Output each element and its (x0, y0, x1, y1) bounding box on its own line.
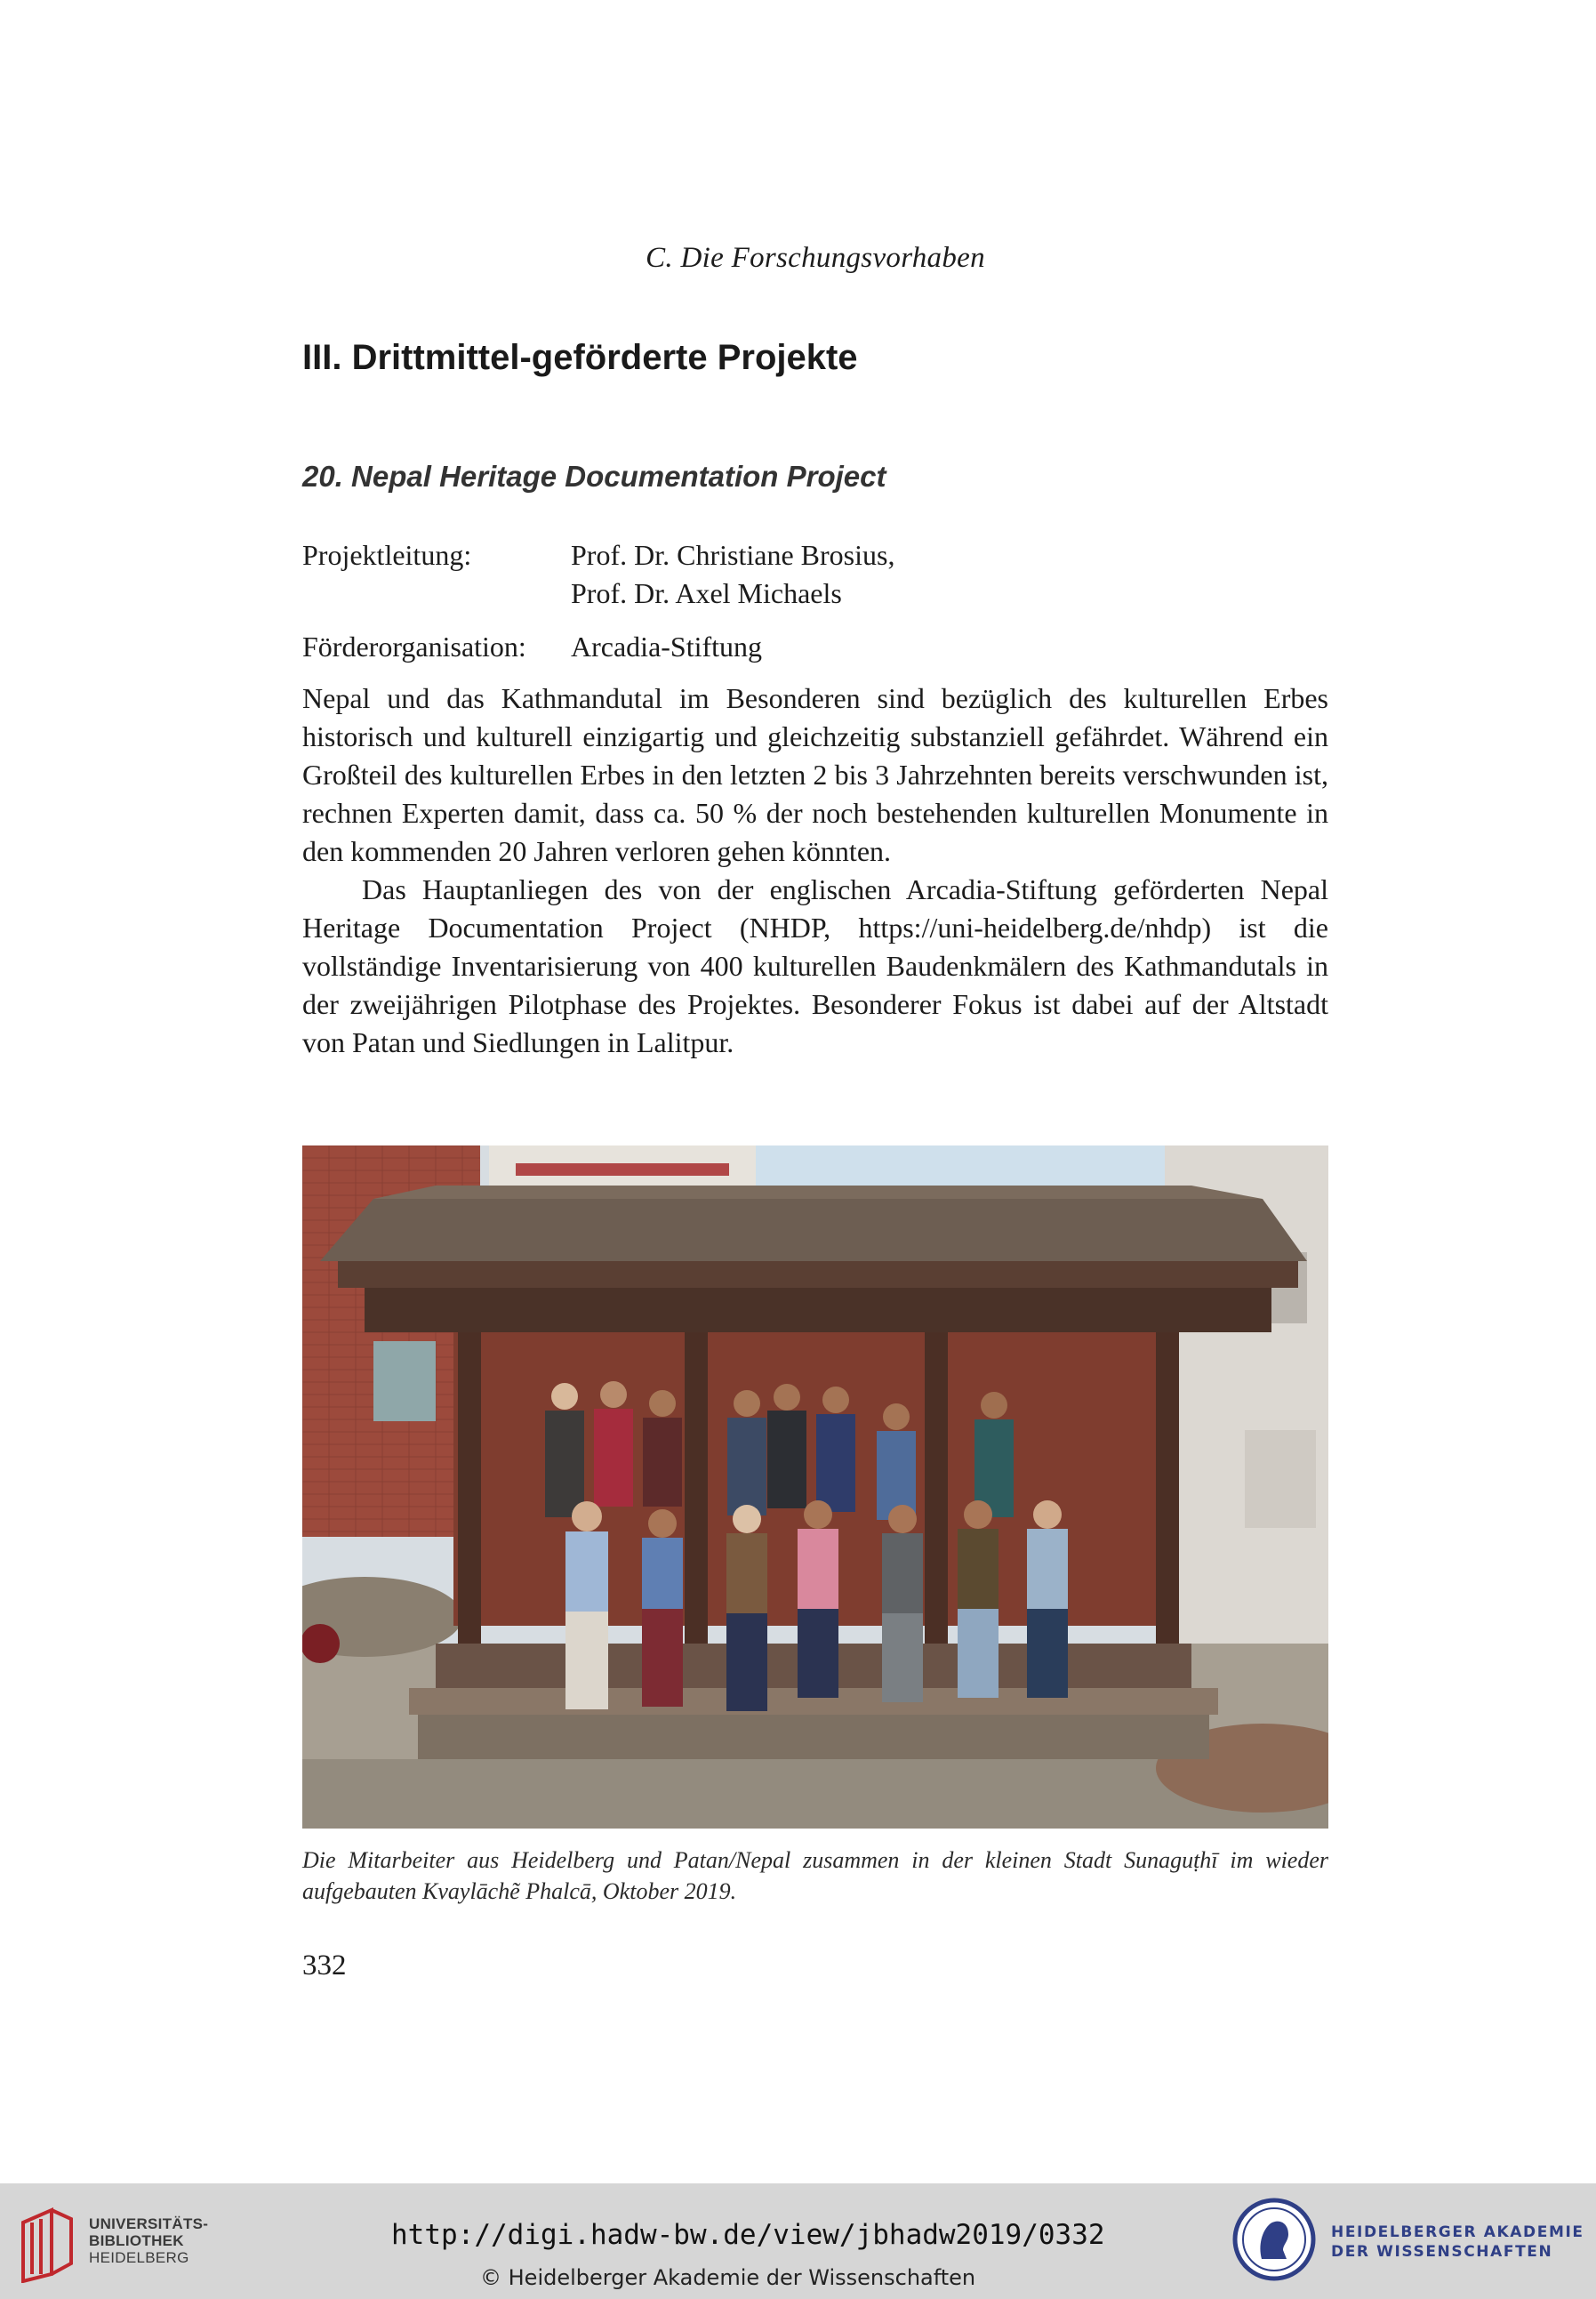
ub-heidelberg-logo-icon[interactable] (16, 2203, 78, 2283)
project-lead-name-1: Prof. Dr. Christiane Brosius, (571, 539, 895, 571)
funding-value: Arcadia-Stiftung (571, 631, 763, 663)
academy-name (1331, 2223, 1584, 2262)
academy-name-line-2: DER WISSENSCHAFTEN (1331, 2243, 1553, 2261)
project-lead-label: Projektleitung: (302, 539, 472, 571)
academy-name-line-1: HEIDELBERGER AKADEMIE (1331, 2223, 1584, 2241)
footer-bar (0, 2183, 1596, 2299)
funding-label: Förderorganisation: (302, 631, 526, 663)
library-name (89, 2215, 208, 2266)
library-name-line-3: HEIDELBERG (89, 2249, 189, 2266)
project-lead-block (302, 536, 1103, 613)
library-name-line-1: UNIVERSITÄTS- (89, 2215, 209, 2232)
group-photo-illustration (302, 1145, 1328, 1829)
copyright-notice: © Heidelberger Akademie der Wissenschaften (480, 2265, 976, 2290)
group-photo (302, 1145, 1328, 1829)
paragraph-1: Nepal und das Kathmandutal im Besonderen sind bezüglich des kulturellen Erbes historisch und kulturell einzigartig und gleichzeitig substanziell gefährdet. Während ein Großteil des kulturellen Erbes in den letzten 2 bis 3 Jahrzehnten bereits verschwunden ist, rechnen Experten damit, dass ca. 50 % der noch bestehenden kulturellen Monumente in den kommenden 20 Jahren verloren gehen könnten. (302, 682, 1328, 867)
body-text (302, 679, 1328, 1062)
page-number: 332 (302, 1949, 347, 1981)
permalink-url[interactable]: http://digi.hadw-bw.de/view/jbhadw2019/0332 (391, 2219, 1105, 2251)
paragraph-2: Das Hauptanliegen des von der englischen Arcadia-Stiftung geförderten Nepal Heritage Documentation Project (NHDP, https://uni-heidelberg.de/nhdp) ist die vollständige Inventarisierung von 400 kulturellen Baudenkmälern des Kathmandutals in der zweijährigen Pilotphase des Projektes. Besonderer Fokus ist dabei auf der Altstadt von Patan und Siedlungen in Lalitpur. (302, 873, 1328, 1058)
section-title: III. Drittmittel-geförderte Projekte (302, 338, 858, 377)
running-head: C. Die Forschungsvorhaben (646, 242, 985, 274)
photo-caption: Die Mitarbeiter aus Heidelberg und Patan/Nepal zusammen in der kleinen Stadt Sunaguṭhī im wieder aufgebauten Kvaylāchẽ Phalcā, Oktober 2019. (302, 1847, 1328, 1904)
library-name-line-2: BIBLIOTHEK (89, 2232, 184, 2249)
funding-block (302, 628, 1103, 666)
project-title: 20. Nepal Heritage Documentation Project (302, 460, 886, 493)
hadw-seal-logo-icon[interactable] (1231, 2197, 1317, 2282)
project-lead-name-2: Prof. Dr. Axel Michaels (571, 577, 842, 609)
